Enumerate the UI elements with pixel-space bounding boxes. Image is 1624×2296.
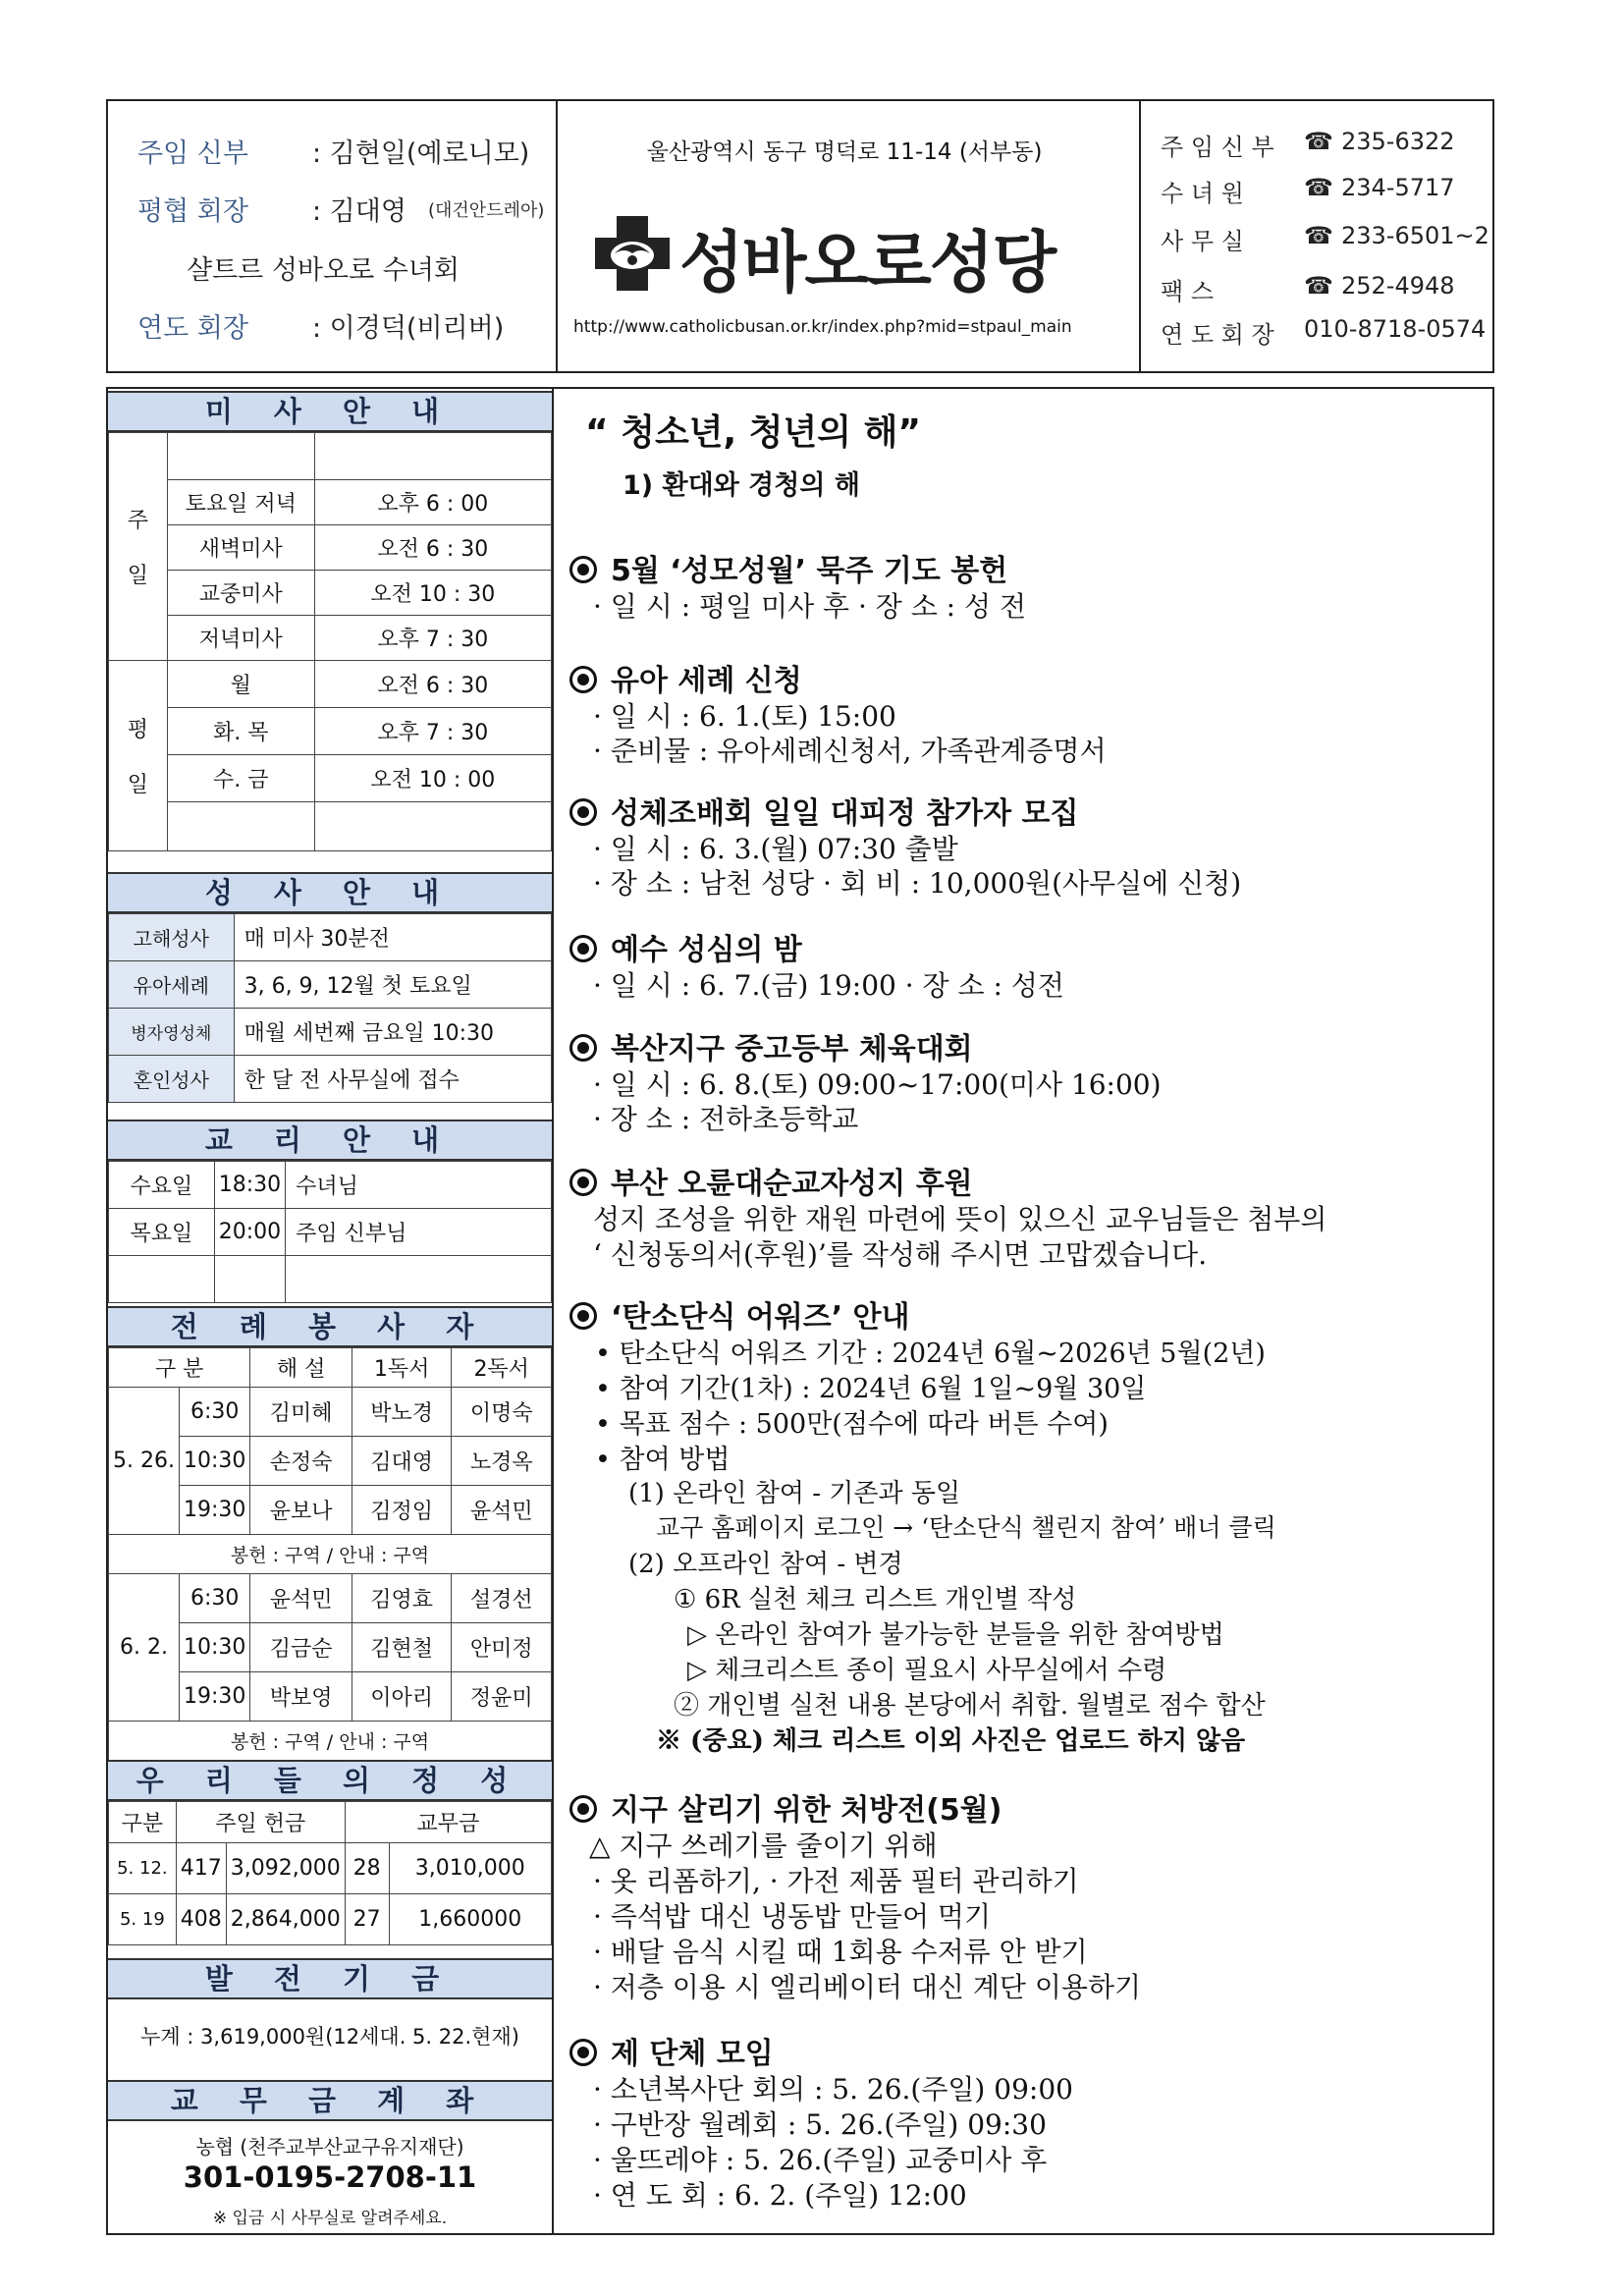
- section-line: △ 지구 쓰레기를 줄이기 위해: [589, 1830, 938, 1862]
- section-line: ① 6R 실천 체크 리스트 개인별 작성: [674, 1585, 1077, 1614]
- section-line: · 일 시 : 6. 1.(토) 15:00: [593, 700, 896, 733]
- fund-total: 누계 : 3,619,000원(12세대. 5. 22.현재): [140, 2025, 519, 2049]
- section-line: (2) 오프라인 참여 - 변경: [628, 1550, 903, 1579]
- section-line: · 즉석밥 대신 냉동밥 만들어 먹기: [593, 1900, 992, 1933]
- target-bullet-icon: [569, 935, 597, 962]
- section-line: · 구반장 월례회 : 5. 26.(주일) 09:30: [593, 2108, 1047, 2141]
- section-line: · 저층 이용 시 엘리베이터 대신 계단 이용하기: [593, 1971, 1142, 2003]
- section-line: · 울뜨레야 : 5. 26.(주일) 교중미사 후: [593, 2144, 1048, 2176]
- offerings-table: 구분 주일 헌금 교무금 5. 12. 417 3,092,000 28 3,010,000 5. 19 408 2,864,000 27 1,660000: [108, 1801, 552, 1945]
- theme-title: “ 청소년, 청년의 해”: [585, 412, 922, 453]
- section-line: 성지 조성을 위한 재원 마련에 뜻이 있으신 교우님들은 첨부의: [593, 1203, 1327, 1235]
- fund-title: 발 전 기 금: [108, 1958, 552, 1999]
- header-divider-right: [1139, 99, 1141, 373]
- catechism-table: 수요일 18:30 수녀님 목요일 20:00 주임 신부님: [108, 1161, 552, 1303]
- offerings-title: 우 리 들 의 정 성: [108, 1760, 552, 1801]
- contact-label: 사 무 실: [1161, 228, 1244, 255]
- section-line: • 참여 방법: [595, 1445, 731, 1475]
- section-heading: 지구 살리기 위한 처방전(5월): [569, 1785, 1001, 1829]
- catechism-title: 교 리 안 내: [108, 1120, 552, 1161]
- account-title: 교 무 금 계 좌: [108, 2080, 552, 2121]
- section-line: · 일 시 : 6. 8.(토) 09:00~17:00(미사 16:00): [593, 1068, 1162, 1101]
- church-name: 성바오로성당: [679, 225, 1056, 302]
- contact-value: 234-5717: [1341, 174, 1455, 201]
- target-bullet-icon: [569, 1169, 597, 1196]
- section-heading: 5월 ‘성모성월’ 묵주 기도 봉헌: [569, 546, 1007, 589]
- sunday-label: 주 일: [109, 433, 168, 661]
- section-heading: 성체조배회 일일 대피정 참가자 모집: [569, 789, 1078, 832]
- header-label: 연도 회장: [137, 313, 248, 344]
- server-note: 봉헌 : 구역 / 안내 : 구역: [109, 1535, 552, 1574]
- phone-icon: ☎: [1304, 222, 1333, 249]
- header-label: 평협 회장: [137, 196, 248, 227]
- target-bullet-icon: [569, 798, 597, 826]
- target-bullet-icon: [569, 2039, 597, 2066]
- section-line: (1) 온라인 참여 - 기존과 동일: [628, 1479, 961, 1508]
- section-line: ▷ 체크리스트 종이 필요시 사무실에서 수령: [687, 1656, 1167, 1685]
- contact-value: 010-8718-0574: [1304, 315, 1487, 343]
- section-line: · 장 소 : 전하초등학교: [593, 1103, 859, 1135]
- section-line: · 일 시 : 6. 3.(월) 07:30 출발: [593, 833, 958, 865]
- section-heading: 유아 세례 신청: [569, 656, 802, 699]
- header-divider-left: [556, 99, 558, 373]
- phone-icon: ☎: [1304, 174, 1333, 201]
- contact-value: 235-6322: [1341, 128, 1455, 155]
- target-bullet-icon: [569, 1795, 597, 1823]
- section-line: · 연 도 회 : 6. 2. (주일) 12:00: [593, 2179, 967, 2212]
- church-url[interactable]: http://www.catholicbusan.or.kr/index.php?mid=stpaul_main: [573, 317, 1072, 337]
- target-bullet-icon: [569, 666, 597, 693]
- section-heading: 복산지구 중고등부 체육대회: [569, 1024, 973, 1067]
- column-divider: [552, 387, 554, 2235]
- sacraments-title: 성 사 안 내: [108, 872, 552, 913]
- servers-table: 구 분 해 설 1독서 2독서 5. 26. 6:30 김미혜 박노경 이명숙 10:30 손정숙 김대영 노경옥 19:30 윤보나 김정임 윤석민 봉헌 : 구역 / 안내 : 구역 6. 2. 6:30 윤석민 김영효 설경선 10:30 김금순 김현철 안미정 19:30 박보영 이아리 정윤미 봉헌 : 구역 / 안내 : 구역: [108, 1347, 552, 1761]
- contact-label: 팩 스: [1161, 278, 1214, 305]
- target-bullet-icon: [569, 1034, 597, 1062]
- phone-icon: ☎: [1304, 128, 1333, 155]
- section-line: · 일 시 : 6. 7.(금) 19:00 · 장 소 : 성전: [593, 969, 1064, 1002]
- header-value: : 김현일(예로니모): [312, 138, 530, 169]
- church-logo-icon: [593, 214, 672, 293]
- contact-value: 233-6501~2: [1341, 222, 1489, 249]
- contact-value: 252-4948: [1341, 272, 1455, 300]
- weekday-label: 평 일: [109, 661, 168, 851]
- sacraments-table: 고해성사 매 미사 30분전 유아세례 3, 6, 9, 12월 첫 토요일 병자영성체 매월 세번째 금요일 10:30 혼인성사 한 달 전 사무실에 접수: [108, 913, 552, 1103]
- phone-icon: ☎: [1304, 272, 1333, 300]
- section-line: • 참여 기간(1차) : 2024년 6월 1일~9월 30일: [595, 1374, 1147, 1404]
- mass-table: 주 일 토요일 저녁 오후 6 : 00 새벽미사 오전 6 : 30 교중미사 오전 10 : 30 저녁미사 오후 7 : 30 평 일 월 오전 6 : 30 화. 목 오후 7 : 30 수. 금 오전 10 : 00: [108, 432, 552, 851]
- section-line: • 목표 점수 : 500만(점수에 따라 버튼 수여): [595, 1409, 1109, 1440]
- church-address: 울산광역시 동구 명덕로 11-14 (서부동): [646, 139, 1043, 165]
- section-line: · 준비물 : 유아세례신청서, 가족관계증명서: [593, 735, 1107, 767]
- section-line: · 소년복사단 회의 : 5. 26.(주일) 09:00: [593, 2073, 1073, 2105]
- target-bullet-icon: [569, 556, 597, 583]
- account-note: ※ 입금 시 사무실로 알려주세요.: [212, 2209, 448, 2228]
- header-value: : 이경덕(비리버): [312, 313, 505, 344]
- account-number: 301-0195-2708-11: [183, 2160, 477, 2194]
- theme-subtitle: 1) 환대와 경청의 해: [623, 470, 860, 501]
- section-line: • 탄소단식 어워즈 기간 : 2024년 6월~2026년 5월(2년): [595, 1339, 1266, 1369]
- contact-label: 연 도 회 장: [1161, 321, 1274, 349]
- section-line: · 배달 음식 시킬 때 1회용 수저류 안 받기: [593, 1936, 1088, 1968]
- contact-label: 주 임 신 부: [1161, 134, 1274, 161]
- header-label: 주임 신부: [137, 138, 248, 169]
- header-value: : 김대영: [312, 196, 406, 227]
- section-line: · 일 시 : 평일 미사 후 · 장 소 : 성 전: [593, 590, 1027, 623]
- section-line: · 옷 리폼하기, · 가전 제품 필터 관리하기: [593, 1865, 1079, 1897]
- account-bank: 농협 (천주교부산교구유지재단): [195, 2135, 464, 2159]
- section-line: ▷ 온라인 참여가 불가능한 분들을 위한 참여방법: [687, 1620, 1224, 1650]
- section-line: ‘ 신청동의서(후원)’를 작성해 주시면 고맙겠습니다.: [593, 1238, 1208, 1271]
- header-value-small: (대건안드레아): [428, 200, 545, 221]
- server-date: 6. 2.: [109, 1574, 180, 1722]
- section-line: 교구 홈페이지 로그인 → ‘탄소단식 챌린지 참여’ 배너 클릭: [656, 1513, 1276, 1542]
- section-line: · 장 소 : 남천 성당 · 회 비 : 10,000원(사무실에 신청): [593, 867, 1242, 900]
- section-heading: 부산 오륜대순교자성지 후원: [569, 1159, 973, 1202]
- mass-title: 미 사 안 내: [108, 391, 552, 432]
- server-date: 5. 26.: [109, 1388, 180, 1535]
- servers-title: 전 례 봉 사 자: [108, 1306, 552, 1347]
- section-line: ※ (중요) 체크 리스트 이외 사진은 업로드 하지 않음: [656, 1726, 1246, 1756]
- server-note: 봉헌 : 구역 / 안내 : 구역: [109, 1722, 552, 1761]
- section-heading: 제 단체 모임: [569, 2029, 774, 2072]
- section-heading: ‘탄소단식 어워즈’ 안내: [569, 1292, 910, 1336]
- section-heading: 예수 성심의 밤: [569, 925, 802, 968]
- contact-label: 수 녀 원: [1161, 180, 1244, 207]
- section-line: ② 개인별 실천 내용 본당에서 취합. 월별로 점수 합산: [674, 1691, 1266, 1721]
- header-value: 샬트르 성바오로 수녀회: [187, 255, 460, 286]
- target-bullet-icon: [569, 1302, 597, 1330]
